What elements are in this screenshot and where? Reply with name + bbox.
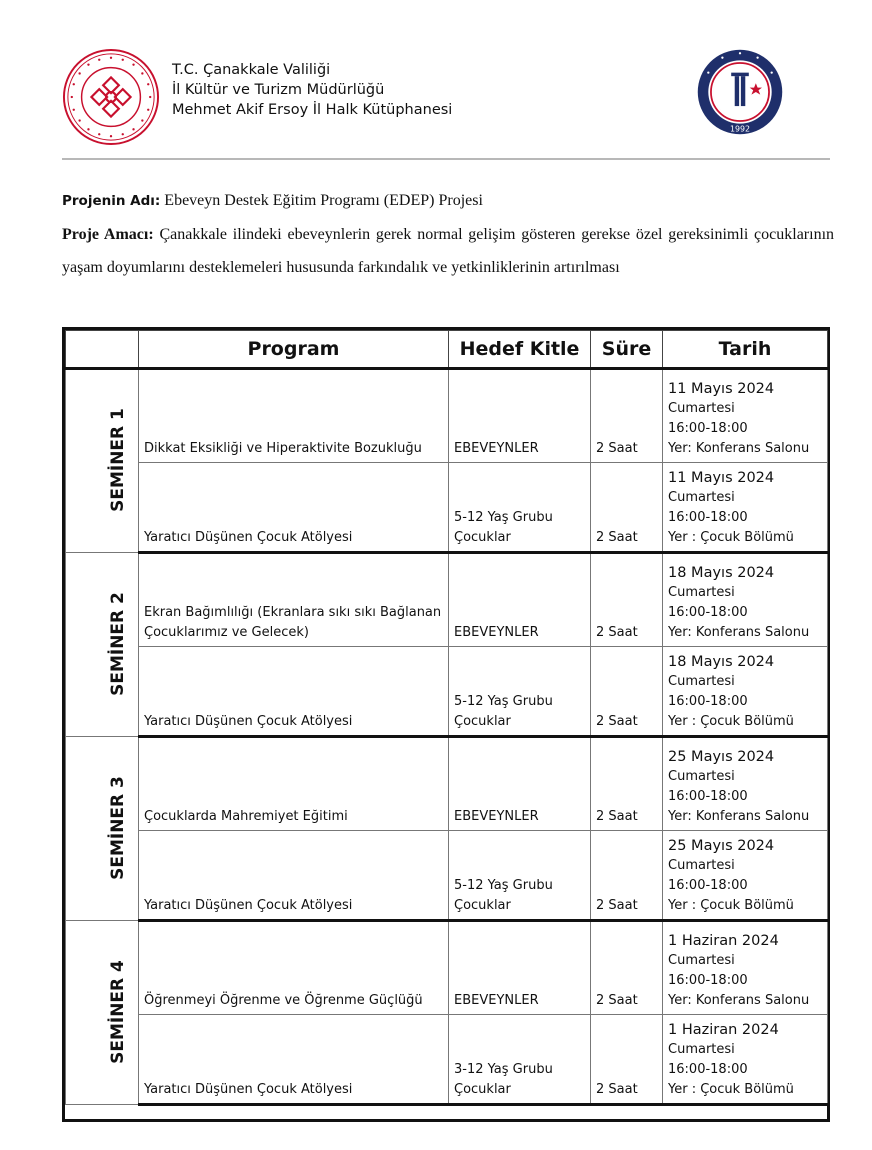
audience-line: EBEVEYNLER <box>454 993 539 1008</box>
project-purpose-row <box>62 218 834 284</box>
audience-cell <box>449 647 591 737</box>
audience-cell <box>449 553 591 647</box>
duration-cell: 2 Saat <box>591 553 663 647</box>
project-purpose-label: Proje Amacı: <box>62 226 154 243</box>
program-cell: Yaratıcı Düşünen Çocuk Atölyesi <box>139 463 449 553</box>
table-row <box>66 831 828 921</box>
date-detail-line: Cumartesi <box>668 953 735 968</box>
header-audience: Hedef Kitle <box>449 331 591 369</box>
table-row <box>66 463 828 553</box>
date-detail-line: Cumartesi <box>668 585 735 600</box>
seminar-label: SEMİNER 3 <box>107 775 128 880</box>
date-line: 25 Mayıs 2024 <box>668 838 775 854</box>
location-line: Yer: Konferans Salonu <box>668 809 810 824</box>
org-line-2: İl Kültür ve Turizm Müdürlüğü <box>172 82 385 98</box>
date-cell <box>663 463 828 553</box>
audience-line: 3-12 Yaş Grubu <box>454 1062 553 1077</box>
date-detail-line: 16:00-18:00 <box>668 973 748 988</box>
table-header-row <box>66 331 828 369</box>
audience-cell <box>449 831 591 921</box>
date-detail-line: Cumartesi <box>668 401 735 416</box>
table-row <box>66 553 828 647</box>
location-line: Yer: Konferans Salonu <box>668 441 810 456</box>
duration-cell: 2 Saat <box>591 1015 663 1105</box>
location-line: Yer: Konferans Salonu <box>668 993 810 1008</box>
seminar-label: SEMİNER 2 <box>107 591 128 696</box>
header-duration: Süre <box>591 331 663 369</box>
date-detail-line: Cumartesi <box>668 769 735 784</box>
date-line: 25 Mayıs 2024 <box>668 749 775 765</box>
audience-line: EBEVEYNLER <box>454 809 539 824</box>
audience-line: Çocuklar <box>454 898 511 913</box>
location-line: Yer : Çocuk Bölümü <box>668 530 794 545</box>
table-row <box>66 647 828 737</box>
table-row <box>66 737 828 831</box>
header-date: Tarih <box>663 331 828 369</box>
date-cell <box>663 1015 828 1105</box>
seminar-label-cell <box>66 737 139 921</box>
duration-cell: 2 Saat <box>591 921 663 1015</box>
date-cell <box>663 647 828 737</box>
letterhead <box>0 0 872 160</box>
date-line: 18 Mayıs 2024 <box>668 654 775 670</box>
project-name-row <box>62 190 834 212</box>
date-detail-line: Cumartesi <box>668 858 735 873</box>
duration-cell: 2 Saat <box>591 737 663 831</box>
date-cell <box>663 553 828 647</box>
audience-cell <box>449 737 591 831</box>
audience-line: 5-12 Yaş Grubu <box>454 694 553 709</box>
date-detail-line: Cumartesi <box>668 674 735 689</box>
duration-cell: 2 Saat <box>591 463 663 553</box>
location-line: Yer : Çocuk Bölümü <box>668 898 794 913</box>
header-blank <box>66 331 139 369</box>
program-cell: Öğrenmeyi Öğrenme ve Öğrenme Güçlüğü <box>139 921 449 1015</box>
program-cell: Dikkat Eksikliği ve Hiperaktivite Bozukluğu <box>139 369 449 463</box>
table-row <box>66 1015 828 1105</box>
audience-line: Çocuklar <box>454 530 511 545</box>
program-table <box>62 327 830 1122</box>
date-line: 11 Mayıs 2024 <box>668 381 775 397</box>
audience-cell <box>449 463 591 553</box>
audience-cell <box>449 921 591 1015</box>
table-row <box>66 369 828 463</box>
program-cell: Yaratıcı Düşünen Çocuk Atölyesi <box>139 1015 449 1105</box>
university-seal-icon <box>696 48 784 136</box>
date-detail-line: Cumartesi <box>668 490 735 505</box>
date-line: 11 Mayıs 2024 <box>668 470 775 486</box>
project-purpose-value: Çanakkale ilindeki ebeveynlerin gerek normal gelişim gösteren gerekse özel gereksinimli çocuklarının yaşam doyumlarını desteklemeleri hususunda farkındalık ve yetkinliklerinin artırılması <box>62 226 835 276</box>
date-detail-line: 16:00-18:00 <box>668 1062 748 1077</box>
audience-line: EBEVEYNLER <box>454 625 539 640</box>
date-detail-line: 16:00-18:00 <box>668 694 748 709</box>
project-name-value: Ebeveyn Destek Eğitim Programı (EDEP) Projesi <box>164 192 483 209</box>
seal-year: 1992 <box>729 124 751 134</box>
audience-cell <box>449 369 591 463</box>
date-line: 1 Haziran 2024 <box>668 933 779 949</box>
audience-line: Çocuklar <box>454 1082 511 1097</box>
date-detail-line: Cumartesi <box>668 1042 735 1057</box>
header-program: Program <box>139 331 449 369</box>
header-divider <box>62 158 830 160</box>
seminar-label-cell <box>66 921 139 1105</box>
duration-cell: 2 Saat <box>591 369 663 463</box>
date-detail-line: 16:00-18:00 <box>668 878 748 893</box>
program-cell: Yaratıcı Düşünen Çocuk Atölyesi <box>139 647 449 737</box>
date-cell <box>663 369 828 463</box>
date-detail-line: 16:00-18:00 <box>668 510 748 525</box>
date-line: 1 Haziran 2024 <box>668 1022 779 1038</box>
duration-cell: 2 Saat <box>591 831 663 921</box>
date-detail-line: 16:00-18:00 <box>668 789 748 804</box>
date-detail-line: 16:00-18:00 <box>668 421 748 436</box>
audience-line: Çocuklar <box>454 714 511 729</box>
location-line: Yer : Çocuk Bölümü <box>668 714 794 729</box>
seminar-label: SEMİNER 4 <box>107 959 128 1064</box>
date-line: 18 Mayıs 2024 <box>668 565 775 581</box>
date-cell <box>663 737 828 831</box>
seminar-label-cell <box>66 553 139 737</box>
audience-line: EBEVEYNLER <box>454 441 539 456</box>
audience-line: 5-12 Yaş Grubu <box>454 878 553 893</box>
program-cell: Ekran Bağımlılığı (Ekranlara sıkı sıkı Bağlanan Çocuklarımız ve Gelecek) <box>139 553 449 647</box>
organization-name <box>172 60 452 120</box>
ministry-seal-icon <box>62 48 160 146</box>
project-name-label: Projenin Adı: <box>62 193 161 209</box>
date-cell <box>663 921 828 1015</box>
seminar-label: SEMİNER 1 <box>107 408 128 512</box>
audience-line: 5-12 Yaş Grubu <box>454 510 553 525</box>
org-line-1: T.C. Çanakkale Valiliği <box>172 62 331 78</box>
program-cell: Çocuklarda Mahremiyet Eğitimi <box>139 737 449 831</box>
org-line-3: Mehmet Akif Ersoy İl Halk Kütüphanesi <box>172 102 453 118</box>
date-cell <box>663 831 828 921</box>
duration-cell: 2 Saat <box>591 647 663 737</box>
date-detail-line: 16:00-18:00 <box>668 605 748 620</box>
seminar-label-cell <box>66 369 139 553</box>
project-info <box>62 190 834 284</box>
table-row <box>66 921 828 1015</box>
program-cell: Yaratıcı Düşünen Çocuk Atölyesi <box>139 831 449 921</box>
audience-cell <box>449 1015 591 1105</box>
location-line: Yer : Çocuk Bölümü <box>668 1082 794 1097</box>
location-line: Yer: Konferans Salonu <box>668 625 810 640</box>
